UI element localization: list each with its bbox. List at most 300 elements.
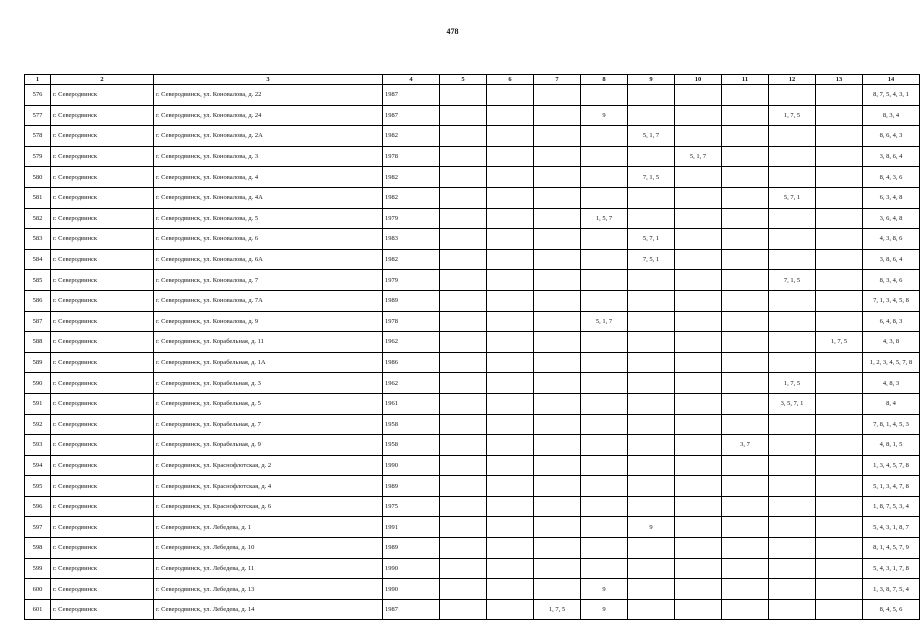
table-cell [534, 579, 581, 600]
table-cell: г. Северодвинск, ул. Коновалова, д. 9 [154, 311, 383, 332]
table-cell: 579 [25, 146, 51, 167]
column-header: 14 [863, 75, 920, 85]
table-cell: 7, 8, 1, 4, 5, 3 [863, 414, 920, 435]
table-cell: 1979 [383, 208, 440, 229]
table-cell [440, 208, 487, 229]
table-row [25, 249, 920, 270]
table-cell [722, 455, 769, 476]
table-cell [722, 270, 769, 291]
table-cell: 578 [25, 126, 51, 147]
table-body [25, 85, 920, 620]
table-cell [581, 435, 628, 456]
table-cell: 600 [25, 579, 51, 600]
table-cell [816, 311, 863, 332]
table-cell [769, 249, 816, 270]
table-cell [440, 558, 487, 579]
table-cell [816, 496, 863, 517]
table-cell: г. Северодвинск [51, 249, 154, 270]
table-cell [581, 558, 628, 579]
table-cell: г. Северодвинск, ул. Корабельная, д. 7 [154, 414, 383, 435]
table-row [25, 311, 920, 332]
table-cell [487, 167, 534, 188]
table-cell [440, 476, 487, 497]
table-cell [722, 311, 769, 332]
table-cell [769, 414, 816, 435]
table-cell [487, 208, 534, 229]
table-cell: 1987 [383, 105, 440, 126]
table-cell [722, 579, 769, 600]
table-cell: 8, 4 [863, 393, 920, 414]
table-cell [534, 187, 581, 208]
table-cell: г. Северодвинск [51, 414, 154, 435]
table-cell [722, 332, 769, 353]
table-cell [628, 208, 675, 229]
table-cell [769, 85, 816, 106]
table-row [25, 187, 920, 208]
table-cell [628, 435, 675, 456]
column-header: 5 [440, 75, 487, 85]
table-cell [816, 373, 863, 394]
table-cell: г. Северодвинск, ул. Коновалова, д. 2А [154, 126, 383, 147]
table-cell: г. Северодвинск [51, 538, 154, 559]
table-cell: 4, 8, 3 [863, 373, 920, 394]
table-cell [487, 332, 534, 353]
table-cell: 1982 [383, 126, 440, 147]
table-cell: г. Северодвинск, ул. Лебедева, д. 10 [154, 538, 383, 559]
table-cell: 1982 [383, 167, 440, 188]
table-cell [534, 476, 581, 497]
table-cell [628, 496, 675, 517]
table-cell [722, 373, 769, 394]
table-row [25, 517, 920, 538]
table-cell [534, 249, 581, 270]
table-row [25, 270, 920, 291]
table-cell: 1978 [383, 311, 440, 332]
table-cell: г. Северодвинск [51, 352, 154, 373]
table-cell: 7, 1, 5 [769, 270, 816, 291]
table-cell: 4, 3, 8 [863, 332, 920, 353]
table-cell: г. Северодвинск, ул. Лебедева, д. 1 [154, 517, 383, 538]
table-cell [487, 373, 534, 394]
table-cell [769, 496, 816, 517]
table-cell [534, 393, 581, 414]
table-cell: 8, 4, 5, 6 [863, 599, 920, 620]
table-cell [722, 538, 769, 559]
table-cell [816, 270, 863, 291]
table-cell [675, 85, 722, 106]
table-cell [440, 352, 487, 373]
table-cell: 1983 [383, 229, 440, 250]
table-row [25, 332, 920, 353]
table-cell [769, 599, 816, 620]
table-cell [769, 126, 816, 147]
table-cell: г. Северодвинск [51, 290, 154, 311]
table-cell: г. Северодвинск, ул. Коновалова, д. 4А [154, 187, 383, 208]
table-cell: 577 [25, 105, 51, 126]
table-cell [534, 558, 581, 579]
table-cell: г. Северодвинск, ул. Коновалова, д. 6 [154, 229, 383, 250]
table-cell [628, 352, 675, 373]
table-cell: г. Северодвинск [51, 455, 154, 476]
table-cell: г. Северодвинск, ул. Коновалова, д. 24 [154, 105, 383, 126]
table-cell: 9 [581, 599, 628, 620]
table-cell [440, 414, 487, 435]
table-cell [487, 414, 534, 435]
table-cell [581, 187, 628, 208]
table-cell [487, 85, 534, 106]
table-cell [581, 352, 628, 373]
table-cell: 1962 [383, 332, 440, 353]
table-cell [534, 105, 581, 126]
table-cell: 9 [581, 579, 628, 600]
table-cell: 8, 3, 4 [863, 105, 920, 126]
table-cell: г. Северодвинск [51, 85, 154, 106]
table-cell [534, 352, 581, 373]
table-cell [816, 476, 863, 497]
table-cell [440, 455, 487, 476]
table-cell [487, 187, 534, 208]
table-cell [581, 332, 628, 353]
table-cell [675, 538, 722, 559]
table-cell [534, 496, 581, 517]
table-cell [628, 538, 675, 559]
table-cell [722, 599, 769, 620]
table-cell: 1, 3, 4, 5, 7, 8 [863, 455, 920, 476]
table-cell [628, 311, 675, 332]
table-cell: г. Северодвинск, ул. Корабельная, д. 11 [154, 332, 383, 353]
table-cell [581, 414, 628, 435]
table-cell: г. Северодвинск [51, 146, 154, 167]
table-cell: 3, 5, 7, 1 [769, 393, 816, 414]
table-cell [722, 146, 769, 167]
table-cell: 1, 8, 7, 5, 3, 4 [863, 496, 920, 517]
table-cell [722, 352, 769, 373]
table-cell [581, 249, 628, 270]
table-cell [769, 290, 816, 311]
table-cell: 1989 [383, 476, 440, 497]
table-cell [440, 332, 487, 353]
table-cell [769, 332, 816, 353]
table-cell [440, 579, 487, 600]
table-cell [722, 558, 769, 579]
table-cell [581, 85, 628, 106]
table-cell [440, 496, 487, 517]
table-cell [487, 558, 534, 579]
table-cell [816, 538, 863, 559]
table-cell: 9 [581, 105, 628, 126]
table-cell [440, 517, 487, 538]
table-cell: 3, 8, 6, 4 [863, 146, 920, 167]
table-cell [534, 332, 581, 353]
table-cell [628, 105, 675, 126]
table-cell [816, 599, 863, 620]
table-cell [816, 249, 863, 270]
table-cell [675, 229, 722, 250]
table-cell: г. Северодвинск, ул. Коновалова, д. 22 [154, 85, 383, 106]
table-cell [440, 435, 487, 456]
table-cell [628, 476, 675, 497]
table-cell [487, 290, 534, 311]
table-cell [628, 393, 675, 414]
table-cell [769, 352, 816, 373]
table-cell [534, 270, 581, 291]
table-cell [675, 517, 722, 538]
table-cell [487, 249, 534, 270]
table-cell: г. Северодвинск, ул. Коновалова, д. 3 [154, 146, 383, 167]
table-row [25, 393, 920, 414]
column-header: 2 [51, 75, 154, 85]
table-cell [581, 126, 628, 147]
table-cell [816, 146, 863, 167]
table-cell [769, 476, 816, 497]
table-cell [440, 249, 487, 270]
table-cell: 593 [25, 435, 51, 456]
table-cell [769, 435, 816, 456]
table-cell [487, 435, 534, 456]
table-cell [722, 105, 769, 126]
table-cell: 5, 7, 1 [628, 229, 675, 250]
register-table [24, 74, 920, 620]
table-row [25, 558, 920, 579]
table-cell [628, 558, 675, 579]
table-cell [487, 105, 534, 126]
table-cell [675, 167, 722, 188]
table-cell [581, 517, 628, 538]
table-row [25, 579, 920, 600]
table-cell [675, 393, 722, 414]
table-cell [675, 579, 722, 600]
table-cell [487, 476, 534, 497]
table-cell [769, 538, 816, 559]
table-cell [440, 311, 487, 332]
table-cell: г. Северодвинск, ул. Корабельная, д. 9 [154, 435, 383, 456]
column-header: 12 [769, 75, 816, 85]
table-cell [628, 373, 675, 394]
table-cell: г. Северодвинск [51, 558, 154, 579]
table-cell [722, 290, 769, 311]
table-cell [722, 229, 769, 250]
table-cell: г. Северодвинск [51, 208, 154, 229]
table-cell [769, 229, 816, 250]
table-cell: 3, 8, 6, 4 [863, 249, 920, 270]
table-cell [534, 311, 581, 332]
table-cell [675, 105, 722, 126]
table-cell [816, 393, 863, 414]
column-header: 4 [383, 75, 440, 85]
table-cell: г. Северодвинск [51, 476, 154, 497]
table-cell [628, 599, 675, 620]
table-cell [722, 187, 769, 208]
table-cell [534, 414, 581, 435]
table-cell [440, 187, 487, 208]
table-cell [722, 85, 769, 106]
table-cell: 5, 1, 3, 4, 7, 8 [863, 476, 920, 497]
table-cell: 1990 [383, 558, 440, 579]
table-cell [487, 496, 534, 517]
table-cell [487, 270, 534, 291]
table-cell [769, 579, 816, 600]
table-cell: 1962 [383, 373, 440, 394]
table-cell: 1989 [383, 538, 440, 559]
column-header: 3 [154, 75, 383, 85]
table-cell [487, 599, 534, 620]
table-cell: 584 [25, 249, 51, 270]
table-cell: г. Северодвинск, ул. Краснофлотская, д. 2 [154, 455, 383, 476]
table-cell: 601 [25, 599, 51, 620]
table-cell: г. Северодвинск, ул. Краснофлотская, д. 6 [154, 496, 383, 517]
table-cell [440, 126, 487, 147]
table-cell [769, 455, 816, 476]
column-header: 10 [675, 75, 722, 85]
table-cell [440, 105, 487, 126]
table-row [25, 208, 920, 229]
table-cell [675, 496, 722, 517]
table-cell: г. Северодвинск [51, 229, 154, 250]
table-cell: 8, 3, 4, 6 [863, 270, 920, 291]
table-cell: 1987 [383, 85, 440, 106]
table-cell [769, 167, 816, 188]
table-cell: 1987 [383, 599, 440, 620]
table-cell [722, 126, 769, 147]
table-cell [534, 517, 581, 538]
table-row [25, 290, 920, 311]
table-cell: 585 [25, 270, 51, 291]
table-cell [534, 435, 581, 456]
table-cell: 1991 [383, 517, 440, 538]
table-cell: 1961 [383, 393, 440, 414]
table-cell [675, 455, 722, 476]
table-row [25, 455, 920, 476]
table-cell: г. Северодвинск [51, 373, 154, 394]
column-header: 6 [487, 75, 534, 85]
table-cell: 592 [25, 414, 51, 435]
column-header: 13 [816, 75, 863, 85]
table-cell: г. Северодвинск [51, 167, 154, 188]
table-row [25, 414, 920, 435]
table-cell: 1982 [383, 249, 440, 270]
table-cell: 581 [25, 187, 51, 208]
table-cell [581, 229, 628, 250]
table-cell [675, 558, 722, 579]
table-cell: 589 [25, 352, 51, 373]
table-cell: г. Северодвинск [51, 332, 154, 353]
table-cell [581, 373, 628, 394]
table-cell [722, 476, 769, 497]
table-cell [440, 167, 487, 188]
table-cell: г. Северодвинск, ул. Лебедева, д. 14 [154, 599, 383, 620]
table-cell: 1, 7, 5 [769, 373, 816, 394]
table-cell: 7, 5, 1 [628, 249, 675, 270]
table-cell: 9 [628, 517, 675, 538]
table-cell: г. Северодвинск, ул. Корабельная, д. 3 [154, 373, 383, 394]
table-cell: г. Северодвинск [51, 105, 154, 126]
table-cell: 8, 7, 5, 4, 3, 1 [863, 85, 920, 106]
table-cell: г. Северодвинск [51, 187, 154, 208]
table-cell: 576 [25, 85, 51, 106]
table-row [25, 229, 920, 250]
table-cell: г. Северодвинск [51, 435, 154, 456]
table-cell [581, 538, 628, 559]
table-cell [675, 208, 722, 229]
table-cell: 596 [25, 496, 51, 517]
table-row [25, 599, 920, 620]
table-cell [440, 393, 487, 414]
table-cell [440, 599, 487, 620]
table-row [25, 126, 920, 147]
table-cell: г. Северодвинск, ул. Корабельная, д. 1А [154, 352, 383, 373]
table-cell [675, 311, 722, 332]
table-cell [628, 414, 675, 435]
table-cell [722, 414, 769, 435]
table-cell: 1, 7, 5 [769, 105, 816, 126]
table-cell [816, 208, 863, 229]
table-cell: 5, 1, 7 [581, 311, 628, 332]
table-cell: 1990 [383, 455, 440, 476]
table-cell: 8, 1, 4, 5, 7, 9 [863, 538, 920, 559]
table-cell [534, 229, 581, 250]
table-cell [675, 352, 722, 373]
table-cell: 3, 6, 4, 8 [863, 208, 920, 229]
table-cell: г. Северодвинск, ул. Лебедева, д. 13 [154, 579, 383, 600]
table-cell [675, 414, 722, 435]
table-cell: 594 [25, 455, 51, 476]
column-header: 8 [581, 75, 628, 85]
table-cell [816, 558, 863, 579]
table-row [25, 496, 920, 517]
table-cell: 583 [25, 229, 51, 250]
table-row [25, 105, 920, 126]
table-cell: 6, 3, 4, 8 [863, 187, 920, 208]
table-cell [816, 517, 863, 538]
table-cell [816, 352, 863, 373]
table-cell: г. Северодвинск, ул. Коновалова, д. 5 [154, 208, 383, 229]
table-cell [722, 517, 769, 538]
table-cell [487, 126, 534, 147]
table-cell [487, 146, 534, 167]
table-row [25, 476, 920, 497]
table-cell: 1989 [383, 290, 440, 311]
table-cell: 4, 8, 1, 5 [863, 435, 920, 456]
table-cell [581, 270, 628, 291]
table-cell [534, 373, 581, 394]
table-cell: г. Северодвинск, ул. Коновалова, д. 4 [154, 167, 383, 188]
table-cell: 595 [25, 476, 51, 497]
table-cell: 8, 4, 3, 6 [863, 167, 920, 188]
column-header: 7 [534, 75, 581, 85]
table-cell [440, 538, 487, 559]
table-cell: г. Северодвинск, ул. Коновалова, д. 6А [154, 249, 383, 270]
header-row [25, 75, 920, 85]
table-cell [675, 476, 722, 497]
table-cell: 588 [25, 332, 51, 353]
table-cell [722, 167, 769, 188]
table-cell [675, 187, 722, 208]
table-cell: 5, 7, 1 [769, 187, 816, 208]
table-cell: 1, 3, 8, 7, 5, 4 [863, 579, 920, 600]
column-header: 11 [722, 75, 769, 85]
table-cell [534, 538, 581, 559]
table-cell: 8, 6, 4, 3 [863, 126, 920, 147]
table-cell: 590 [25, 373, 51, 394]
table-cell: 591 [25, 393, 51, 414]
table-cell: г. Северодвинск, ул. Коновалова, д. 7 [154, 270, 383, 291]
table-cell: г. Северодвинск [51, 496, 154, 517]
table-cell: г. Северодвинск [51, 517, 154, 538]
table-cell [675, 332, 722, 353]
table-row [25, 167, 920, 188]
table-cell: 5, 1, 7 [628, 126, 675, 147]
table-cell: 586 [25, 290, 51, 311]
